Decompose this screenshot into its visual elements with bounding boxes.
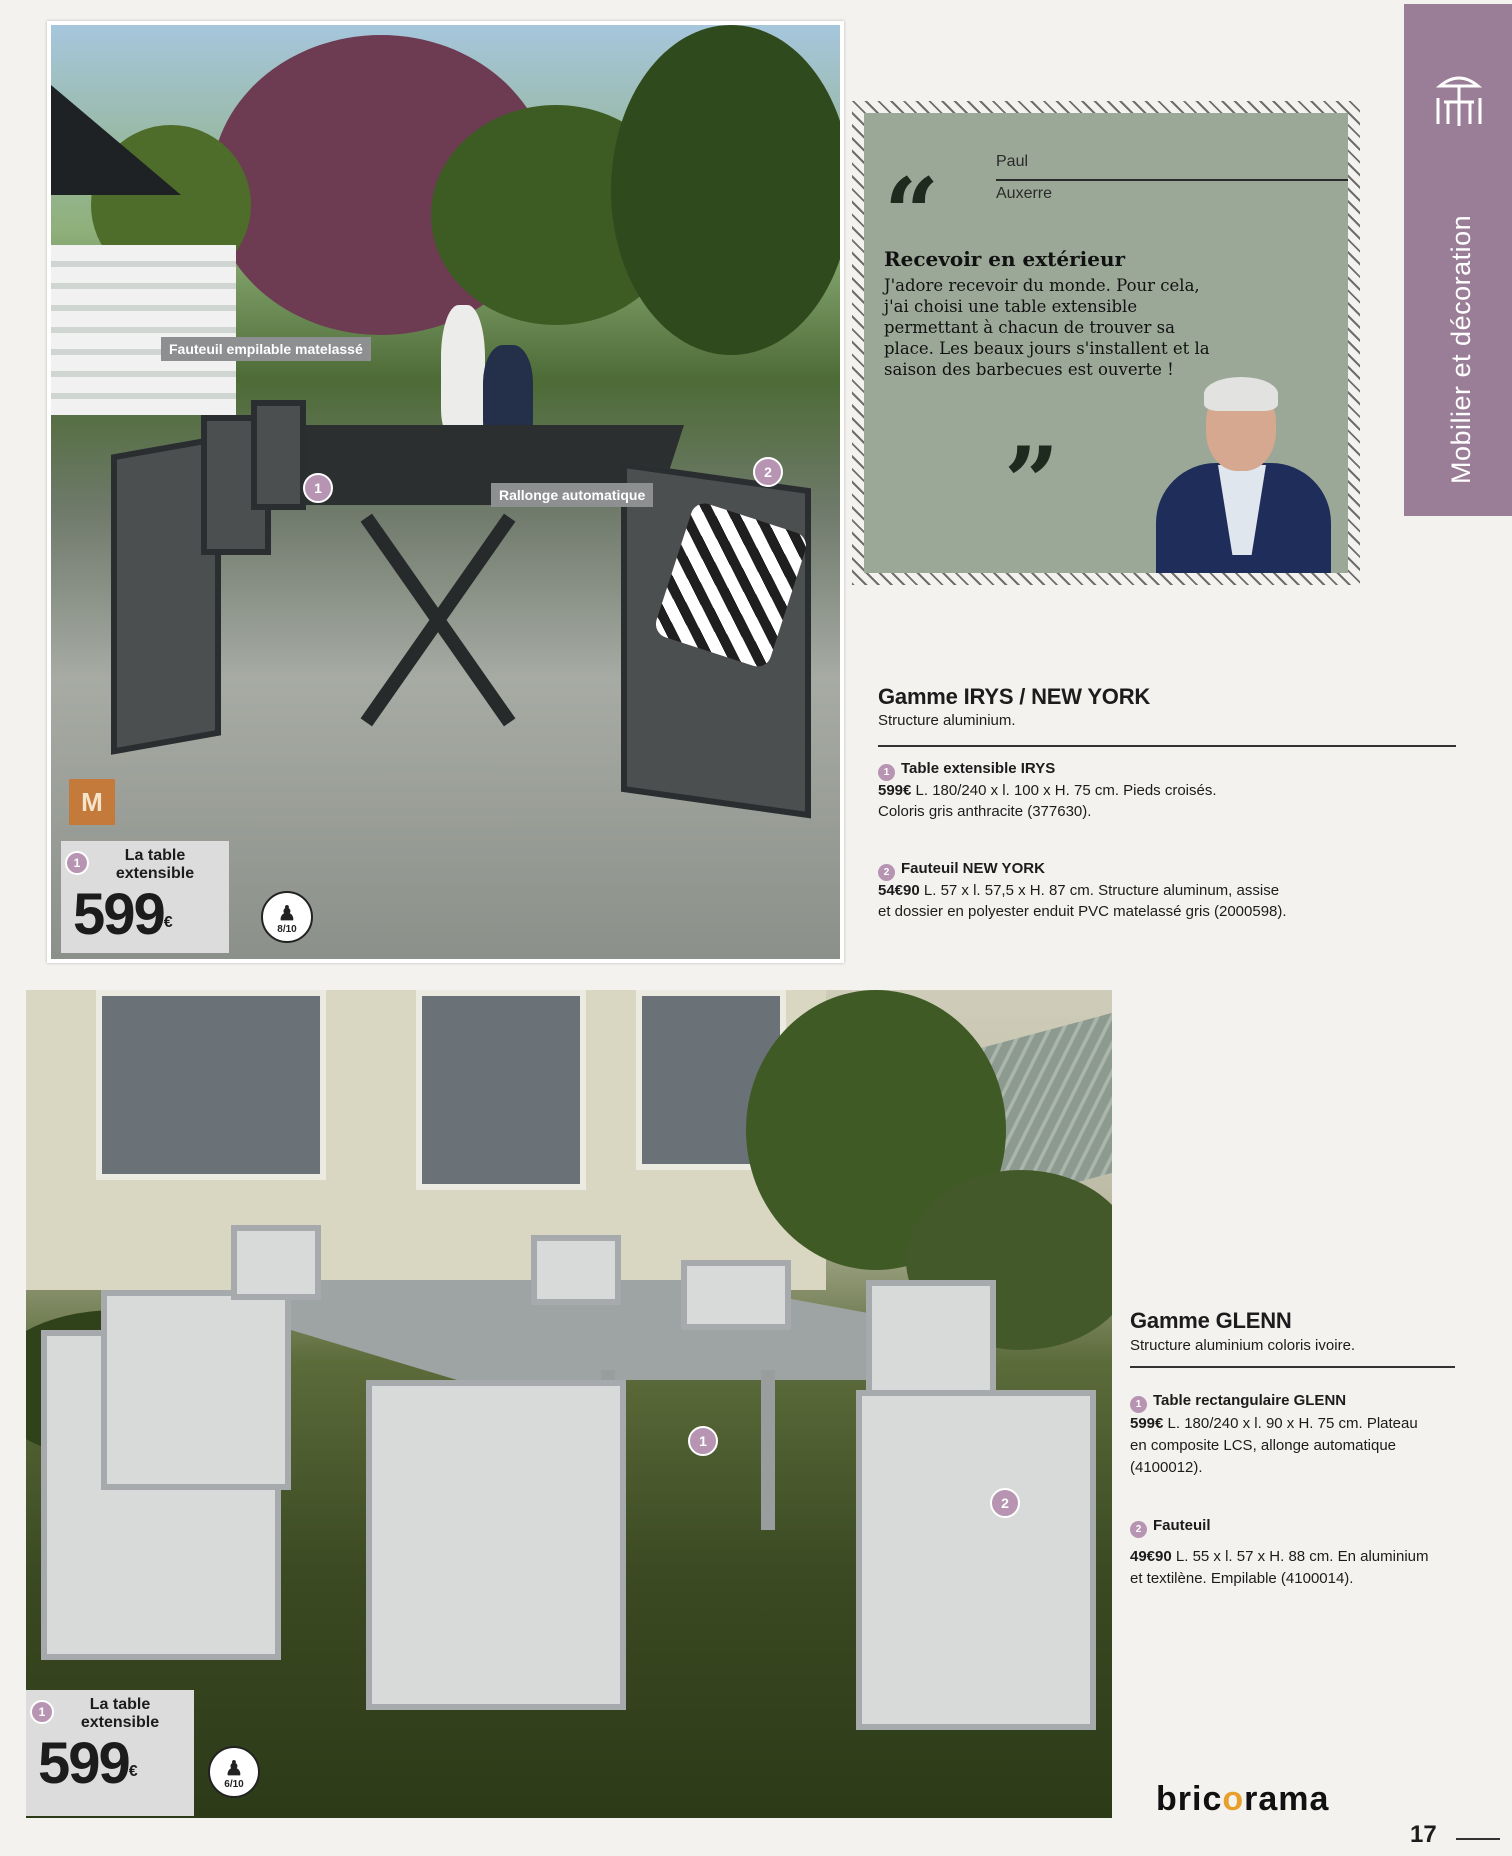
- brand-logo-badge: M: [69, 779, 115, 825]
- glenn-chair: [101, 1290, 291, 1490]
- section-tab-label: Mobilier et décoration: [1446, 214, 1476, 484]
- product-glenn-chair-details-2: et textilène. Empilable (4100014).: [1130, 1570, 1354, 1587]
- label-stacking-chair: Fauteuil empilable matelassé: [161, 337, 371, 361]
- price-currency: €: [128, 1763, 138, 1780]
- person-icon: ♟: [278, 903, 296, 925]
- price-box-number: 1: [65, 851, 89, 875]
- product-glenn-details-1: [1130, 1414, 1418, 1433]
- marker-1: 1: [688, 1426, 718, 1456]
- white-fence: [51, 245, 236, 415]
- section-tab: [1404, 4, 1512, 516]
- customer-portrait: [1146, 353, 1336, 573]
- glenn-chair: [531, 1235, 621, 1305]
- testimonial-card: [864, 113, 1348, 573]
- product-new-york-details-1: [878, 881, 1279, 900]
- range-irys-title: Gamme IRYS / NEW YORK: [878, 684, 1151, 709]
- chair-new-york: [251, 400, 306, 510]
- logo-suffix: rama: [1244, 1780, 1330, 1818]
- person-icon: ♟: [225, 1758, 243, 1780]
- name-divider: [996, 179, 1348, 181]
- product-glenn-details-2: en composite LCS, allonge automatique: [1130, 1437, 1397, 1454]
- white-vase: [441, 305, 485, 435]
- logo-prefix: bric: [1156, 1780, 1223, 1818]
- range-glenn-divider: [1130, 1366, 1455, 1368]
- house-window: [416, 990, 586, 1190]
- garden-furniture-icon: [1436, 68, 1482, 128]
- product-glenn-details-3: (4100012).: [1130, 1459, 1203, 1476]
- house-window: [96, 990, 326, 1180]
- price-box: [61, 841, 229, 953]
- customer-name: Paul: [996, 153, 1029, 170]
- range-glenn-title: Gamme GLENN: [1130, 1308, 1292, 1333]
- irys-table-photo: [47, 21, 844, 963]
- eco-score-badge: [208, 1746, 260, 1798]
- range-irys-subtitle: Structure aluminium.: [878, 712, 1016, 729]
- label-auto-extension: Rallonge automatique: [491, 483, 653, 507]
- product-name: Fauteuil NEW YORK: [901, 860, 1045, 877]
- product-number-2: 2: [878, 864, 895, 881]
- product-price: 49€90: [1130, 1548, 1172, 1565]
- glenn-chair: [231, 1225, 321, 1300]
- logo-dot: o: [1222, 1780, 1245, 1818]
- table-leg: [761, 1370, 775, 1530]
- product-price: 54€90: [878, 882, 920, 899]
- price-box-label: La table extensible: [115, 847, 195, 882]
- photo-scene-terrace: [51, 25, 840, 959]
- product-number-1: 1: [1130, 1396, 1147, 1413]
- product-new-york-details-2: et dossier en polyester enduit PVC matelassé gris (2000598).: [878, 903, 1287, 920]
- marker-2: 2: [753, 457, 783, 487]
- product-glenn-chair: [1130, 1516, 1211, 1538]
- glenn-chair: [681, 1260, 791, 1330]
- price-value: 599: [73, 882, 164, 947]
- product-specs: L. 57 x l. 57,5 x H. 87 cm. Structure aluminum, assise: [919, 882, 1280, 899]
- price-box-number: 1: [30, 1700, 54, 1724]
- range-irys-divider: [878, 745, 1456, 747]
- marker-2: 2: [990, 1488, 1020, 1518]
- quote-open-icon: “: [884, 157, 940, 270]
- product-irys-details-2: Coloris gris anthracite (377630).: [878, 803, 1092, 820]
- product-glenn-chair-details-1: [1130, 1547, 1429, 1566]
- eco-score: 8/10: [277, 924, 297, 935]
- product-new-york-chair: [878, 859, 1045, 881]
- product-specs: L. 180/240 x l. 100 x H. 75 cm. Pieds croisés.: [911, 782, 1217, 799]
- glenn-table-photo: [26, 990, 1112, 1818]
- portrait-hair: [1204, 377, 1278, 411]
- customer-city: Auxerre: [996, 185, 1053, 202]
- price-box-label: La table extensible: [80, 1696, 160, 1731]
- quote-close-icon: ”: [1004, 426, 1060, 539]
- price-box: [26, 1690, 194, 1816]
- tree-palm: [611, 25, 840, 355]
- product-name: Table rectangulaire GLENN: [1153, 1392, 1347, 1409]
- marker-1: 1: [303, 473, 333, 503]
- product-price: 599€: [878, 782, 912, 799]
- product-specs: L. 55 x l. 57 x H. 88 cm. En aluminium: [1171, 1548, 1429, 1565]
- product-specs: L. 180/240 x l. 90 x H. 75 cm. Plateau: [1163, 1415, 1418, 1432]
- range-glenn-subtitle: Structure aluminium coloris ivoire.: [1130, 1337, 1356, 1354]
- product-number-2: 2: [1130, 1521, 1147, 1538]
- product-number-1: 1: [878, 764, 895, 781]
- product-price: 599€: [1130, 1415, 1164, 1432]
- price-currency: €: [163, 914, 173, 931]
- product-irys-table: [878, 759, 1055, 781]
- page-number: 17: [1410, 1821, 1437, 1848]
- product-glenn-table: [1130, 1391, 1346, 1413]
- glenn-chair: [366, 1380, 626, 1710]
- product-name: Fauteuil: [1153, 1517, 1211, 1534]
- price-box-price: [73, 883, 217, 947]
- product-irys-details-1: [878, 781, 1217, 800]
- testimonial-heading: Recevoir en extérieur: [884, 247, 1126, 271]
- eco-score-badge: [261, 891, 313, 943]
- page-number-rule: [1456, 1838, 1500, 1840]
- price-value: 599: [38, 1731, 129, 1796]
- bricorama-logo: [1156, 1780, 1329, 1819]
- product-name: Table extensible IRYS: [901, 760, 1056, 777]
- price-box-price: [38, 1732, 182, 1796]
- testimonial-body: J'adore recevoir du monde. Pour cela, j'ai choisi une table extensible permettant à chacun de trouver sa place. Les beaux jours s'installent et la saison des barbecues est ouverte !: [884, 276, 1210, 379]
- glenn-chair: [856, 1390, 1096, 1730]
- eco-score: 6/10: [224, 1779, 244, 1790]
